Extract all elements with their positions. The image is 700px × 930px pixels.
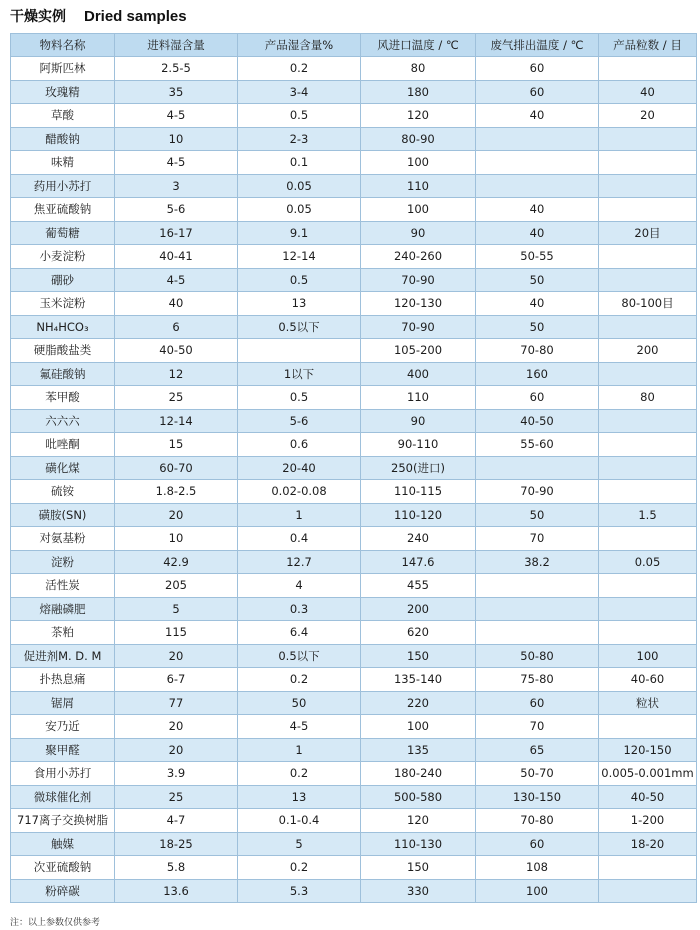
cell-feed-moisture: 20 xyxy=(115,738,238,762)
cell-feed-moisture: 6-7 xyxy=(115,668,238,692)
table-row xyxy=(11,668,697,692)
table-row xyxy=(11,80,697,104)
cell-inlet-temp: 135 xyxy=(361,738,476,762)
cell-inlet-temp: 100 xyxy=(361,151,476,175)
table-row xyxy=(11,174,697,198)
cell-product-moisture: 4 xyxy=(238,574,361,598)
table-row xyxy=(11,315,697,339)
cell-inlet-temp: 100 xyxy=(361,715,476,739)
table-row xyxy=(11,386,697,410)
table-row xyxy=(11,245,697,269)
table-row xyxy=(11,503,697,527)
cell-exhaust-temp: 50 xyxy=(476,268,599,292)
cell-particle-mesh xyxy=(599,151,697,175)
cell-particle-mesh xyxy=(599,621,697,645)
table-row xyxy=(11,362,697,386)
table-row xyxy=(11,856,697,880)
cell-particle-mesh: 40-50 xyxy=(599,785,697,809)
cell-exhaust-temp: 55-60 xyxy=(476,433,599,457)
cell-product-moisture: 0.5以下 xyxy=(238,644,361,668)
header-feed-moisture: 进料湿含量 xyxy=(115,34,238,57)
cell-material-name: 锯屑 xyxy=(11,691,115,715)
table-row xyxy=(11,127,697,151)
table-row xyxy=(11,339,697,363)
cell-exhaust-temp: 160 xyxy=(476,362,599,386)
cell-material-name: 味精 xyxy=(11,151,115,175)
cell-exhaust-temp xyxy=(476,151,599,175)
cell-feed-moisture: 4-5 xyxy=(115,151,238,175)
cell-product-moisture: 0.5 xyxy=(238,268,361,292)
cell-exhaust-temp: 60 xyxy=(476,691,599,715)
table-row xyxy=(11,433,697,457)
table-row xyxy=(11,151,697,175)
cell-particle-mesh: 1.5 xyxy=(599,503,697,527)
cell-product-moisture: 5.3 xyxy=(238,879,361,903)
cell-inlet-temp: 180 xyxy=(361,80,476,104)
cell-exhaust-temp: 130-150 xyxy=(476,785,599,809)
cell-product-moisture: 0.4 xyxy=(238,527,361,551)
title-en: Dried samples xyxy=(84,8,187,25)
cell-inlet-temp: 80 xyxy=(361,57,476,81)
table-row xyxy=(11,221,697,245)
cell-material-name: 草酸 xyxy=(11,104,115,128)
cell-product-moisture: 13 xyxy=(238,785,361,809)
cell-feed-moisture: 15 xyxy=(115,433,238,457)
cell-particle-mesh xyxy=(599,715,697,739)
cell-feed-moisture: 5-6 xyxy=(115,198,238,222)
cell-inlet-temp: 150 xyxy=(361,644,476,668)
cell-exhaust-temp: 65 xyxy=(476,738,599,762)
cell-material-name: 苯甲酸 xyxy=(11,386,115,410)
cell-inlet-temp: 120 xyxy=(361,104,476,128)
cell-material-name: 阿斯匹林 xyxy=(11,57,115,81)
cell-feed-moisture: 35 xyxy=(115,80,238,104)
cell-exhaust-temp: 50-55 xyxy=(476,245,599,269)
cell-exhaust-temp xyxy=(476,127,599,151)
cell-feed-moisture: 4-5 xyxy=(115,104,238,128)
cell-particle-mesh: 100 xyxy=(599,644,697,668)
cell-product-moisture: 50 xyxy=(238,691,361,715)
cell-particle-mesh xyxy=(599,268,697,292)
cell-inlet-temp: 70-90 xyxy=(361,315,476,339)
cell-inlet-temp: 180-240 xyxy=(361,762,476,786)
cell-particle-mesh: 20 xyxy=(599,104,697,128)
table-row xyxy=(11,456,697,480)
cell-product-moisture: 5-6 xyxy=(238,409,361,433)
cell-feed-moisture: 20 xyxy=(115,715,238,739)
cell-product-moisture: 1以下 xyxy=(238,362,361,386)
title-zh: 干燥实例 xyxy=(10,9,66,25)
cell-exhaust-temp: 70-80 xyxy=(476,339,599,363)
cell-inlet-temp: 135-140 xyxy=(361,668,476,692)
table-row xyxy=(11,644,697,668)
cell-feed-moisture: 4-7 xyxy=(115,809,238,833)
cell-material-name: 次亚硫酸钠 xyxy=(11,856,115,880)
cell-product-moisture: 0.3 xyxy=(238,597,361,621)
cell-inlet-temp: 147.6 xyxy=(361,550,476,574)
cell-inlet-temp: 110 xyxy=(361,174,476,198)
cell-feed-moisture: 2.5-5 xyxy=(115,57,238,81)
header-particle-mesh: 产品粒数 / 目 xyxy=(599,34,697,57)
cell-exhaust-temp xyxy=(476,174,599,198)
cell-exhaust-temp: 70 xyxy=(476,715,599,739)
cell-material-name: 磺化煤 xyxy=(11,456,115,480)
cell-product-moisture: 0.5以下 xyxy=(238,315,361,339)
cell-feed-moisture: 18-25 xyxy=(115,832,238,856)
cell-exhaust-temp: 40 xyxy=(476,221,599,245)
cell-inlet-temp: 330 xyxy=(361,879,476,903)
cell-inlet-temp: 90-110 xyxy=(361,433,476,457)
cell-exhaust-temp: 70-80 xyxy=(476,809,599,833)
table-row xyxy=(11,268,697,292)
cell-inlet-temp: 500-580 xyxy=(361,785,476,809)
cell-exhaust-temp: 70 xyxy=(476,527,599,551)
cell-exhaust-temp: 50-70 xyxy=(476,762,599,786)
cell-material-name: 玫瑰精 xyxy=(11,80,115,104)
dried-samples-table xyxy=(10,33,697,903)
cell-feed-moisture: 40-50 xyxy=(115,339,238,363)
cell-product-moisture: 0.2 xyxy=(238,856,361,880)
cell-particle-mesh xyxy=(599,57,697,81)
table-row xyxy=(11,550,697,574)
cell-inlet-temp: 240 xyxy=(361,527,476,551)
cell-particle-mesh xyxy=(599,315,697,339)
cell-material-name: 食用小苏打 xyxy=(11,762,115,786)
cell-material-name: 硫铵 xyxy=(11,480,115,504)
cell-particle-mesh: 120-150 xyxy=(599,738,697,762)
cell-inlet-temp: 200 xyxy=(361,597,476,621)
cell-material-name: 扑热息痛 xyxy=(11,668,115,692)
cell-material-name: 熔融磷肥 xyxy=(11,597,115,621)
table-row xyxy=(11,57,697,81)
cell-product-moisture xyxy=(238,339,361,363)
cell-particle-mesh xyxy=(599,597,697,621)
cell-exhaust-temp: 40-50 xyxy=(476,409,599,433)
cell-material-name: 玉米淀粉 xyxy=(11,292,115,316)
cell-feed-moisture: 12-14 xyxy=(115,409,238,433)
table-row xyxy=(11,691,697,715)
cell-product-moisture: 2-3 xyxy=(238,127,361,151)
cell-feed-moisture: 40 xyxy=(115,292,238,316)
cell-particle-mesh xyxy=(599,433,697,457)
cell-particle-mesh xyxy=(599,856,697,880)
table-row xyxy=(11,809,697,833)
cell-particle-mesh: 18-20 xyxy=(599,832,697,856)
cell-product-moisture: 6.4 xyxy=(238,621,361,645)
table-row xyxy=(11,762,697,786)
cell-inlet-temp: 110 xyxy=(361,386,476,410)
cell-exhaust-temp: 60 xyxy=(476,57,599,81)
cell-product-moisture: 0.6 xyxy=(238,433,361,457)
cell-particle-mesh xyxy=(599,527,697,551)
cell-product-moisture: 3-4 xyxy=(238,80,361,104)
table-row xyxy=(11,574,697,598)
table-row xyxy=(11,480,697,504)
cell-exhaust-temp: 100 xyxy=(476,879,599,903)
cell-inlet-temp: 110-120 xyxy=(361,503,476,527)
cell-product-moisture: 0.2 xyxy=(238,668,361,692)
cell-product-moisture: 0.2 xyxy=(238,762,361,786)
cell-particle-mesh: 40 xyxy=(599,80,697,104)
cell-exhaust-temp: 40 xyxy=(476,198,599,222)
cell-inlet-temp: 150 xyxy=(361,856,476,880)
cell-exhaust-temp: 50 xyxy=(476,503,599,527)
cell-material-name: 焦亚硫酸钠 xyxy=(11,198,115,222)
cell-particle-mesh xyxy=(599,245,697,269)
cell-product-moisture: 0.5 xyxy=(238,386,361,410)
cell-product-moisture: 0.02-0.08 xyxy=(238,480,361,504)
cell-particle-mesh xyxy=(599,174,697,198)
cell-feed-moisture: 3.9 xyxy=(115,762,238,786)
cell-particle-mesh xyxy=(599,198,697,222)
cell-particle-mesh xyxy=(599,127,697,151)
cell-feed-moisture: 16-17 xyxy=(115,221,238,245)
cell-feed-moisture: 10 xyxy=(115,127,238,151)
cell-product-moisture: 12.7 xyxy=(238,550,361,574)
cell-feed-moisture: 115 xyxy=(115,621,238,645)
cell-feed-moisture: 4-5 xyxy=(115,268,238,292)
cell-inlet-temp: 100 xyxy=(361,198,476,222)
cell-product-moisture: 13 xyxy=(238,292,361,316)
cell-exhaust-temp: 38.2 xyxy=(476,550,599,574)
cell-exhaust-temp xyxy=(476,597,599,621)
table-row xyxy=(11,292,697,316)
cell-particle-mesh xyxy=(599,362,697,386)
cell-product-moisture: 5 xyxy=(238,832,361,856)
cell-particle-mesh: 1-200 xyxy=(599,809,697,833)
cell-particle-mesh: 200 xyxy=(599,339,697,363)
cell-material-name: 硬脂酸盐类 xyxy=(11,339,115,363)
cell-inlet-temp: 240-260 xyxy=(361,245,476,269)
cell-material-name: 淀粉 xyxy=(11,550,115,574)
cell-inlet-temp: 80-90 xyxy=(361,127,476,151)
cell-inlet-temp: 90 xyxy=(361,409,476,433)
cell-exhaust-temp: 60 xyxy=(476,832,599,856)
table-row xyxy=(11,597,697,621)
cell-feed-moisture: 20 xyxy=(115,503,238,527)
cell-product-moisture: 0.2 xyxy=(238,57,361,81)
cell-exhaust-temp: 60 xyxy=(476,386,599,410)
cell-material-name: 717离子交换树脂 xyxy=(11,809,115,833)
cell-inlet-temp: 620 xyxy=(361,621,476,645)
cell-particle-mesh: 粒状 xyxy=(599,691,697,715)
cell-inlet-temp: 220 xyxy=(361,691,476,715)
header-exhaust-temp: 废气排出温度 / ℃ xyxy=(476,34,599,57)
cell-product-moisture: 0.05 xyxy=(238,198,361,222)
cell-material-name: 药用小苏打 xyxy=(11,174,115,198)
cell-material-name: 粉碎碳 xyxy=(11,879,115,903)
cell-particle-mesh xyxy=(599,574,697,598)
cell-particle-mesh: 20目 xyxy=(599,221,697,245)
cell-feed-moisture: 25 xyxy=(115,785,238,809)
table-row xyxy=(11,715,697,739)
cell-inlet-temp: 455 xyxy=(361,574,476,598)
cell-feed-moisture: 3 xyxy=(115,174,238,198)
cell-exhaust-temp: 40 xyxy=(476,104,599,128)
cell-material-name: 茶粕 xyxy=(11,621,115,645)
cell-material-name: 活性炭 xyxy=(11,574,115,598)
page-title xyxy=(10,6,187,26)
table-row xyxy=(11,198,697,222)
cell-inlet-temp: 105-200 xyxy=(361,339,476,363)
cell-particle-mesh: 80 xyxy=(599,386,697,410)
cell-material-name: 小麦淀粉 xyxy=(11,245,115,269)
cell-exhaust-temp: 50-80 xyxy=(476,644,599,668)
cell-feed-moisture: 5.8 xyxy=(115,856,238,880)
cell-product-moisture: 0.05 xyxy=(238,174,361,198)
cell-exhaust-temp: 50 xyxy=(476,315,599,339)
cell-particle-mesh xyxy=(599,879,697,903)
cell-feed-moisture: 12 xyxy=(115,362,238,386)
cell-product-moisture: 20-40 xyxy=(238,456,361,480)
table-row xyxy=(11,527,697,551)
cell-exhaust-temp: 75-80 xyxy=(476,668,599,692)
cell-inlet-temp: 120-130 xyxy=(361,292,476,316)
cell-material-name: 对氨基粉 xyxy=(11,527,115,551)
table-row xyxy=(11,832,697,856)
cell-feed-moisture: 42.9 xyxy=(115,550,238,574)
cell-inlet-temp: 90 xyxy=(361,221,476,245)
table-row xyxy=(11,785,697,809)
cell-product-moisture: 12-14 xyxy=(238,245,361,269)
cell-particle-mesh xyxy=(599,456,697,480)
cell-inlet-temp: 110-115 xyxy=(361,480,476,504)
cell-feed-moisture: 20 xyxy=(115,644,238,668)
table-row xyxy=(11,738,697,762)
cell-particle-mesh: 80-100目 xyxy=(599,292,697,316)
cell-feed-moisture: 5 xyxy=(115,597,238,621)
header-material-name: 物料名称 xyxy=(11,34,115,57)
cell-particle-mesh xyxy=(599,409,697,433)
cell-particle-mesh xyxy=(599,480,697,504)
cell-product-moisture: 0.1 xyxy=(238,151,361,175)
cell-product-moisture: 4-5 xyxy=(238,715,361,739)
cell-exhaust-temp xyxy=(476,621,599,645)
cell-feed-moisture: 60-70 xyxy=(115,456,238,480)
cell-product-moisture: 0.5 xyxy=(238,104,361,128)
cell-feed-moisture: 25 xyxy=(115,386,238,410)
cell-exhaust-temp xyxy=(476,456,599,480)
cell-material-name: 磺胺(SN) xyxy=(11,503,115,527)
cell-feed-moisture: 6 xyxy=(115,315,238,339)
cell-inlet-temp: 400 xyxy=(361,362,476,386)
table-header-row xyxy=(11,34,697,57)
cell-material-name: 触媒 xyxy=(11,832,115,856)
cell-feed-moisture: 13.6 xyxy=(115,879,238,903)
table-row xyxy=(11,104,697,128)
cell-product-moisture: 9.1 xyxy=(238,221,361,245)
table-row xyxy=(11,409,697,433)
cell-inlet-temp: 250(进口) xyxy=(361,456,476,480)
cell-particle-mesh: 0.005-0.001mm xyxy=(599,762,697,786)
cell-exhaust-temp: 60 xyxy=(476,80,599,104)
cell-material-name: 硼砂 xyxy=(11,268,115,292)
cell-material-name: 微球催化剂 xyxy=(11,785,115,809)
cell-material-name: 醋酸钠 xyxy=(11,127,115,151)
header-inlet-temp: 风进口温度 / ℃ xyxy=(361,34,476,57)
cell-material-name: 促进剂M. D. M xyxy=(11,644,115,668)
cell-product-moisture: 0.1-0.4 xyxy=(238,809,361,833)
cell-material-name: 安乃近 xyxy=(11,715,115,739)
cell-material-name: 聚甲醛 xyxy=(11,738,115,762)
cell-feed-moisture: 10 xyxy=(115,527,238,551)
cell-feed-moisture: 40-41 xyxy=(115,245,238,269)
cell-feed-moisture: 1.8-2.5 xyxy=(115,480,238,504)
table-row xyxy=(11,621,697,645)
cell-exhaust-temp: 108 xyxy=(476,856,599,880)
cell-product-moisture: 1 xyxy=(238,503,361,527)
cell-particle-mesh: 0.05 xyxy=(599,550,697,574)
cell-inlet-temp: 70-90 xyxy=(361,268,476,292)
cell-exhaust-temp: 40 xyxy=(476,292,599,316)
cell-material-name: 氟硅酸钠 xyxy=(11,362,115,386)
cell-product-moisture: 1 xyxy=(238,738,361,762)
cell-material-name: 六六六 xyxy=(11,409,115,433)
table-row xyxy=(11,879,697,903)
cell-feed-moisture: 77 xyxy=(115,691,238,715)
cell-material-name: 吡唑酮 xyxy=(11,433,115,457)
header-product-moisture: 产品湿含量% xyxy=(238,34,361,57)
cell-material-name: NH₄HCO₃ xyxy=(11,315,115,339)
cell-particle-mesh: 40-60 xyxy=(599,668,697,692)
cell-exhaust-temp: 70-90 xyxy=(476,480,599,504)
cell-exhaust-temp xyxy=(476,574,599,598)
cell-material-name: 葡萄糖 xyxy=(11,221,115,245)
cell-feed-moisture: 205 xyxy=(115,574,238,598)
cell-inlet-temp: 110-130 xyxy=(361,832,476,856)
footnote: 注：以上参数仅供参考 xyxy=(10,918,101,928)
cell-inlet-temp: 120 xyxy=(361,809,476,833)
